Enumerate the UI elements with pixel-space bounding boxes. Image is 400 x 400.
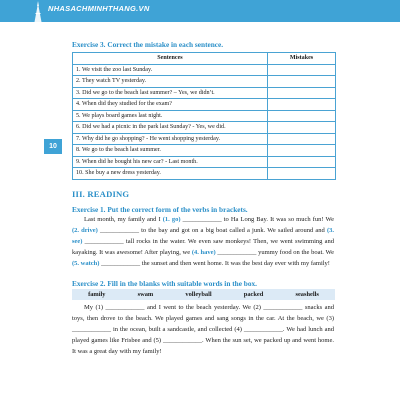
mistake-answer-cell[interactable] <box>268 99 336 111</box>
passage-text: ____________ to Ha Long Bay. It was so much fun! We <box>180 216 334 223</box>
reading-exercise-1-passage <box>72 215 334 270</box>
sentence-cell: 3. Did we go to the beach last summer? – Yes, we didn’t. <box>73 87 268 99</box>
sentence-cell: 1. We visit the zoo last Sunday. <box>73 64 268 76</box>
mistake-answer-cell[interactable] <box>268 76 336 88</box>
word-bank-item: seashells <box>295 291 319 298</box>
mistake-answer-cell[interactable] <box>268 145 336 157</box>
table-row <box>73 76 336 88</box>
reading-exercise-2-title: Exercise 2. Fill in the blanks with suitable words in the box. <box>72 279 257 288</box>
passage-text: ____________ the sunset and then went home. It was the best day ever with my family! <box>99 259 330 267</box>
page-number: 10 <box>44 139 62 154</box>
mistake-answer-cell[interactable] <box>268 168 336 180</box>
mistake-answer-cell[interactable] <box>268 133 336 145</box>
mistake-answer-cell[interactable] <box>268 122 336 134</box>
table-row <box>73 133 336 145</box>
reading-exercise-2-passage <box>72 303 334 358</box>
table-row <box>73 156 336 168</box>
verb-cue: (5. watch) <box>72 259 100 267</box>
header-band <box>0 0 400 22</box>
word-bank-item: volleyball <box>185 291 212 298</box>
sentence-cell: 4. When did they studied for the exam? <box>73 99 268 111</box>
sentence-cell: 9. When did he bought his new car? - Last month. <box>73 156 268 168</box>
verb-cue: (3. see) <box>72 226 334 245</box>
verb-cue: (2. drive) <box>72 226 98 234</box>
passage-text: ____________ yummy food on the boat. We <box>215 248 334 256</box>
passage-text: Last month, my family and I <box>84 216 163 223</box>
mistake-answer-cell[interactable] <box>268 156 336 168</box>
verb-cue: (1. go) <box>162 216 181 223</box>
reading-exercise-1-title: Exercise 1. Put the correct form of the verbs in brackets. <box>72 205 248 214</box>
reading-section-heading: III. READING <box>72 189 130 199</box>
sentence-cell: 10. She buy a new dress yesterday. <box>73 168 268 180</box>
table-row <box>73 99 336 111</box>
sentence-cell: 5. We plays board games last night. <box>73 110 268 122</box>
mistake-answer-cell[interactable] <box>268 64 336 76</box>
exercise-3-title: Exercise 3. Correct the mistake in each sentence. <box>72 40 224 49</box>
table-header-row <box>73 53 336 65</box>
mistake-answer-cell[interactable] <box>268 110 336 122</box>
site-name: NHASACHMINHTHANG.VN <box>48 4 150 13</box>
table-row <box>73 64 336 76</box>
sentence-cell: 8. We go to the beach last summer. <box>73 145 268 157</box>
sentence-cell: 2. They watch TV yesterday. <box>73 76 268 88</box>
mistakes-table <box>72 52 336 180</box>
table-row <box>73 168 336 180</box>
sentence-cell: 6. Did we had a picnic in the park last Sunday? - Yes, we did. <box>73 122 268 134</box>
word-bank-item: swam <box>137 291 154 298</box>
table-row <box>73 122 336 134</box>
mistakes-column-header: Mistakes <box>268 53 336 65</box>
table-row <box>73 110 336 122</box>
sentence-cell: 7. Why did he go shopping? - He went shopping yesterday. <box>73 133 268 145</box>
word-bank-item: family <box>88 291 106 298</box>
word-bank <box>72 289 335 300</box>
passage-text: ____________ tall rocks in the water. We even saw monkeys! Then, we went swimming and kayaking. It was awesome! After playing, we <box>72 237 334 256</box>
table-row <box>73 145 336 157</box>
word-bank-item: packed <box>243 291 264 298</box>
passage-text: ____________ to the bay and got on a big boat called a junk. We sailed around and <box>97 226 327 234</box>
passage-text: My (1) ____________ and I went to the beach yesterday. We (2) ____________ snacks and toys, then drove to the beach. We played games and sang songs in the car. At the beach, we (3) ____________ in the ocean, built a sandcastle, and collected (4) ____________. We had lunch and played games like Frisbee and (5) ____________. When the sun set, we packed up and went home. It was a great day with my family! <box>72 304 334 355</box>
tower-logo-icon <box>30 0 46 22</box>
table-row <box>73 87 336 99</box>
mistake-answer-cell[interactable] <box>268 87 336 99</box>
verb-cue: (4. have) <box>191 248 216 256</box>
sentences-column-header: Sentences <box>73 53 268 65</box>
